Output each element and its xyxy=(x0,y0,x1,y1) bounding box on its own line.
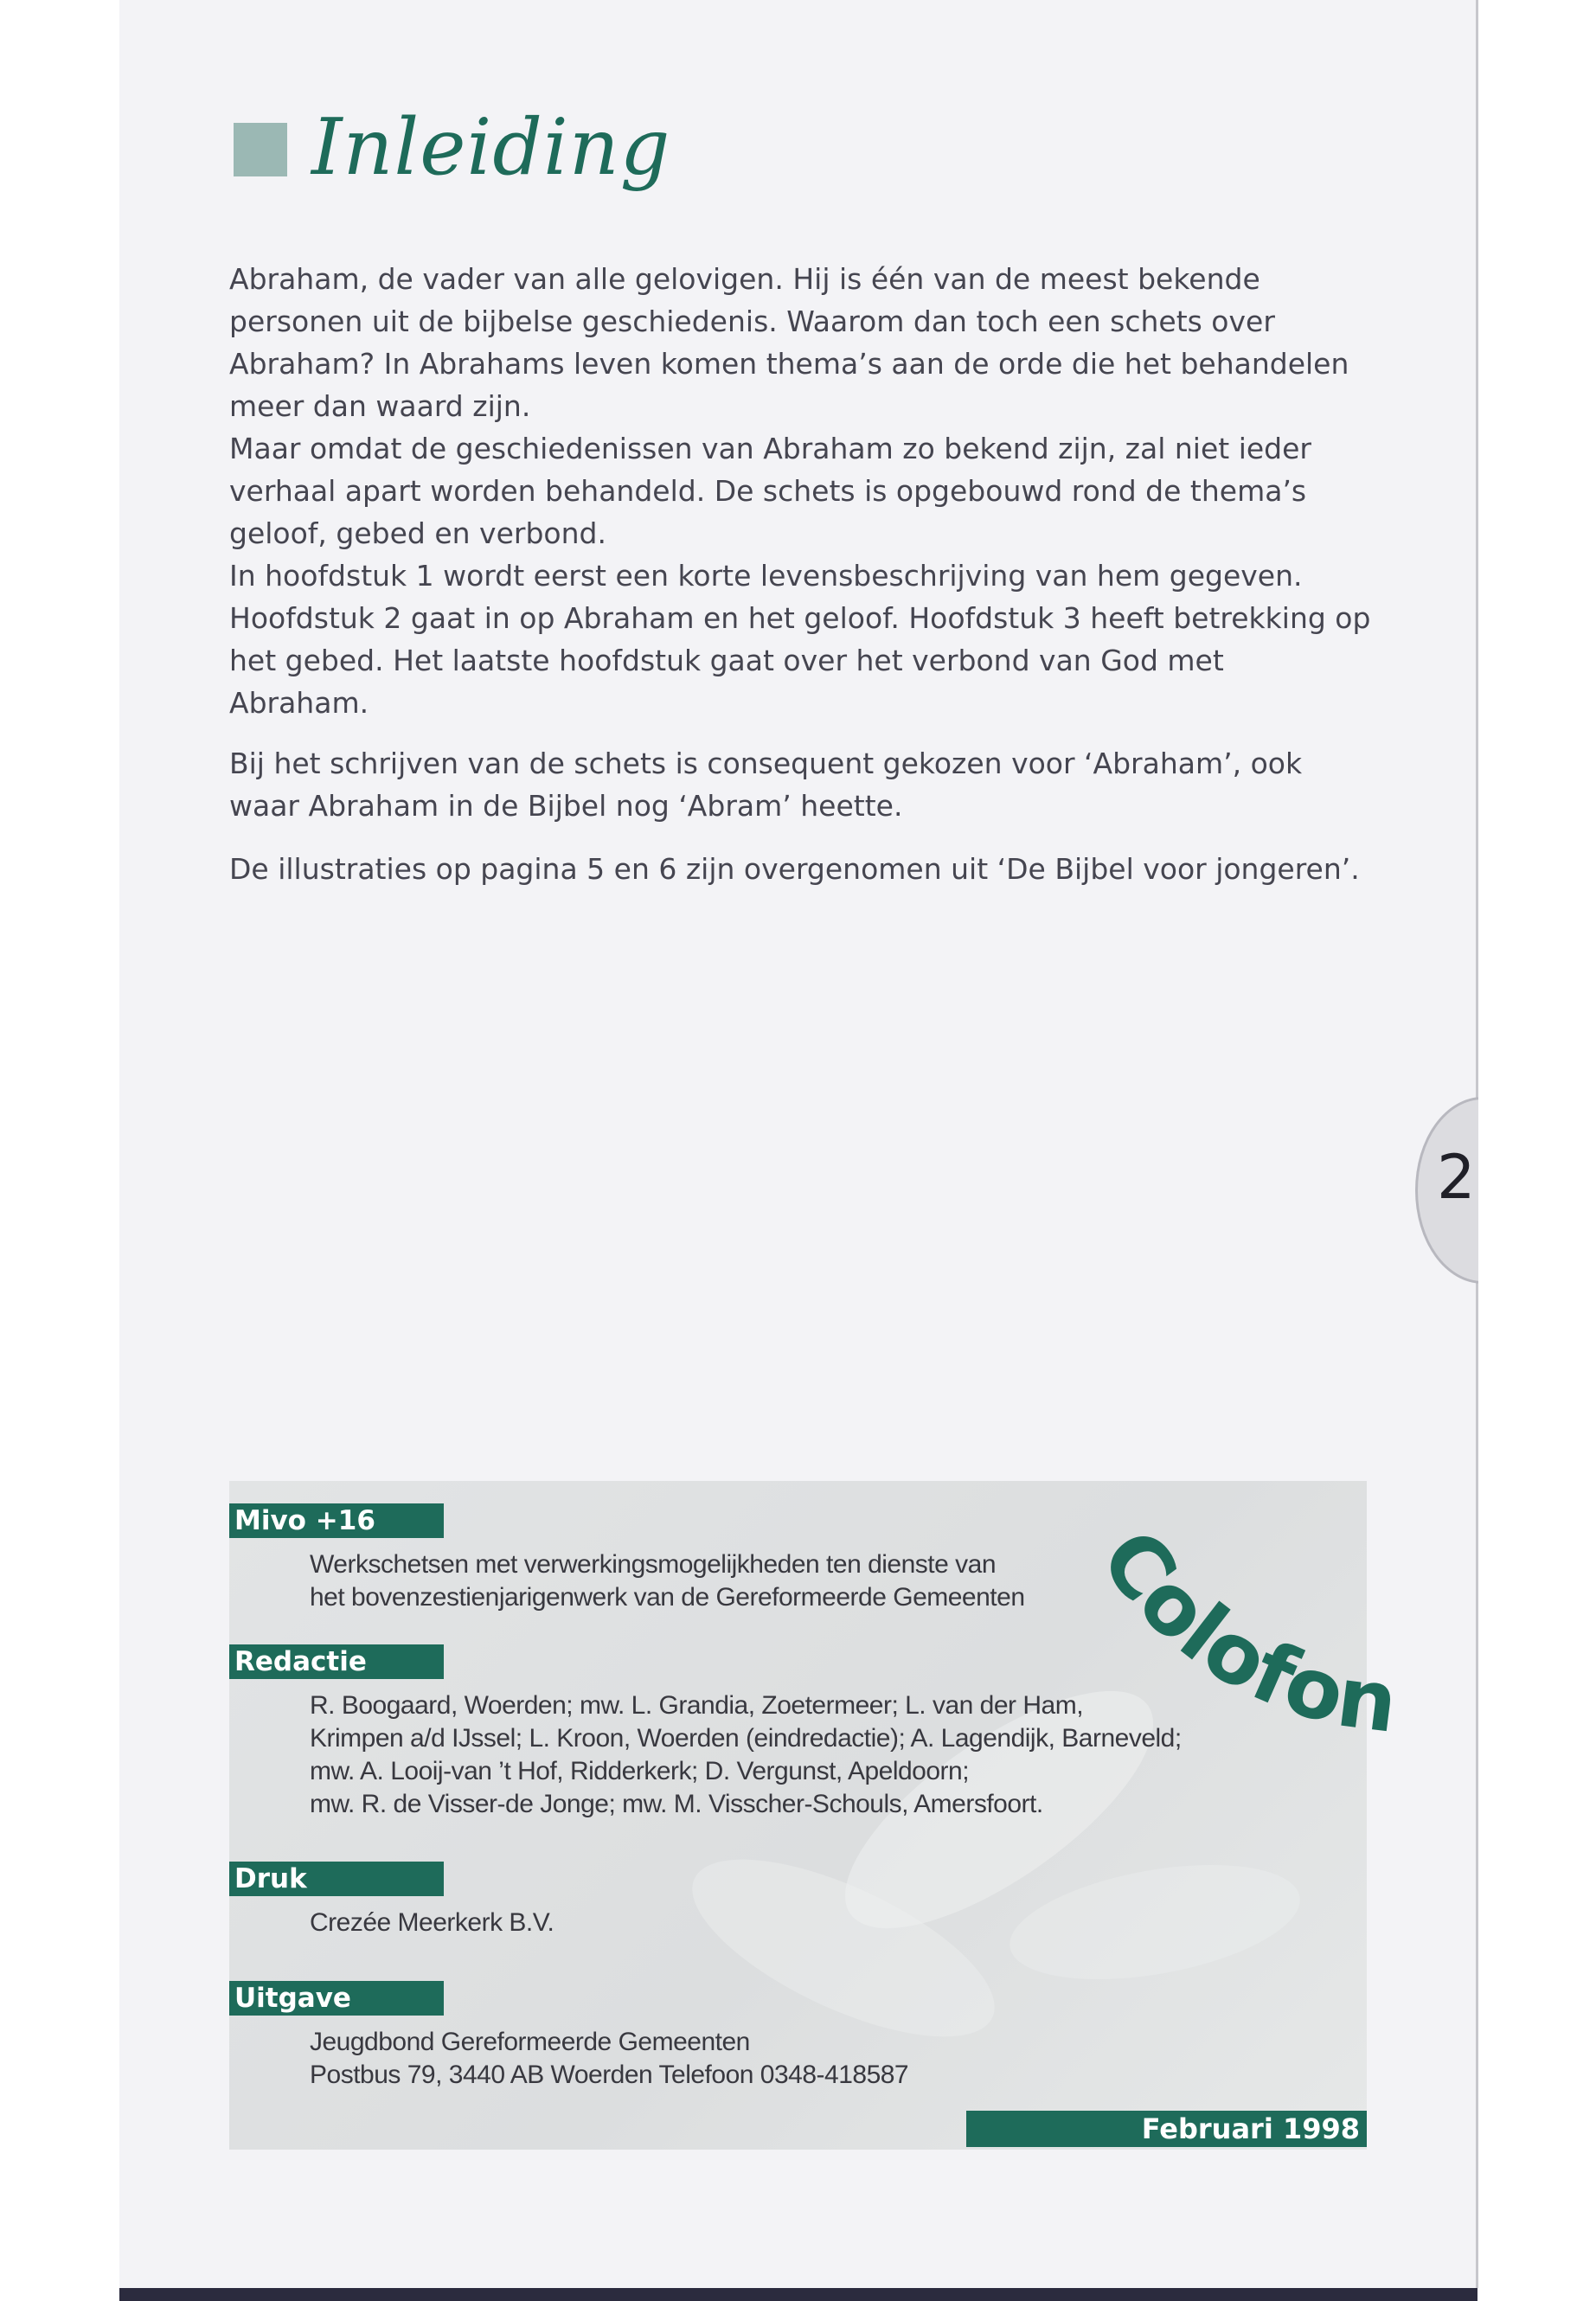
intro-paragraph: Bij het schrijven van de schets is consequent gekozen voor ‘Abraham’, ook waar Abraham in de Bijbel nog ‘Abram’ heette. xyxy=(229,747,1303,823)
intro-paragraph-part: In hoofdstuk 1 wordt eerst een korte levensbeschrijving van hem gegeven. Hoofdstuk 2 gaat in op Abraham en het geloof. Hoofdstuk 3 heeft betrekking op het gebed. Het laatste hoofdstuk gaat over het verbond van God met Abraham. xyxy=(229,559,1371,720)
scan-right-margin xyxy=(1478,1073,1596,1306)
section-label-druk: Druk xyxy=(229,1862,444,1896)
redactie-text-line: R. Boogaard, Woerden; mw. L. Grandia, Zoetermeer; L. van der Ham, xyxy=(310,1691,1084,1720)
section-label-redactie: Redactie xyxy=(229,1644,444,1679)
intro-paragraph xyxy=(229,258,1371,724)
heading-square-icon xyxy=(234,123,287,176)
uitgave-text-line: Jeugdbond Gereformeerde Gemeenten xyxy=(310,2028,750,2056)
druk-text-line: Crezée Meerkerk B.V. xyxy=(310,1908,554,1937)
intro-paragraph-part: Maar omdat de geschiedenissen van Abraham zo bekend zijn, zal niet ieder verhaal apart worden behandeld. De schets is opgebouwd rond de thema’s geloof, gebed en verbond. xyxy=(229,432,1311,550)
mivo-text-line: het bovenzestienjarigenwerk van de Gereformeerde Gemeenten xyxy=(310,1583,1025,1612)
page-title: Inleiding xyxy=(311,102,671,193)
intro-paragraph-part: Abraham, de vader van alle gelovigen. Hij is één van de meest bekende personen uit de bijbelse geschiedenis. Waarom dan toch een schets over Abraham? In Abrahams leven komen thema’s aan de orde die het behandelen meer dan waard zijn. xyxy=(229,262,1349,423)
section-label-uitgave: Uitgave xyxy=(229,1981,444,2016)
mivo-text-line: Werkschetsen met verwerkingsmogelijkheden ten dienste van xyxy=(310,1550,997,1579)
section-label-mivo: Mivo +16 xyxy=(229,1503,444,1538)
svg-text:Colofon xyxy=(1081,1512,1402,1752)
scan-left-margin xyxy=(0,0,119,2301)
redactie-text-line: Krimpen a/d IJssel; L. Kroon, Woerden (eindredactie); A. Lagendijk, Barneveld; xyxy=(310,1724,1182,1753)
colofon-title xyxy=(1064,1384,1488,1756)
uitgave-text-line: Postbus 79, 3440 AB Woerden Telefoon 0348-418587 xyxy=(310,2061,909,2089)
colofon-title-text: Colofon xyxy=(1081,1512,1403,1752)
intro-paragraph: De illustraties op pagina 5 en 6 zijn overgenomen uit ‘De Bijbel voor jongeren’. xyxy=(229,852,1360,886)
redactie-text-line: mw. A. Looij-van ’t Hof, Ridderkerk; D. Vergunst, Apeldoorn; xyxy=(310,1757,970,1785)
redactie-text-line: mw. R. de Visser-de Jonge; mw. M. Visscher-Schouls, Amersfoort. xyxy=(310,1790,1043,1818)
publication-date: Februari 1998 xyxy=(966,2111,1367,2147)
lily-leaf-decoration xyxy=(1001,1845,1309,1998)
scan-bottom-strip xyxy=(119,2288,1477,2301)
page-number: 2 xyxy=(1437,1142,1476,1213)
